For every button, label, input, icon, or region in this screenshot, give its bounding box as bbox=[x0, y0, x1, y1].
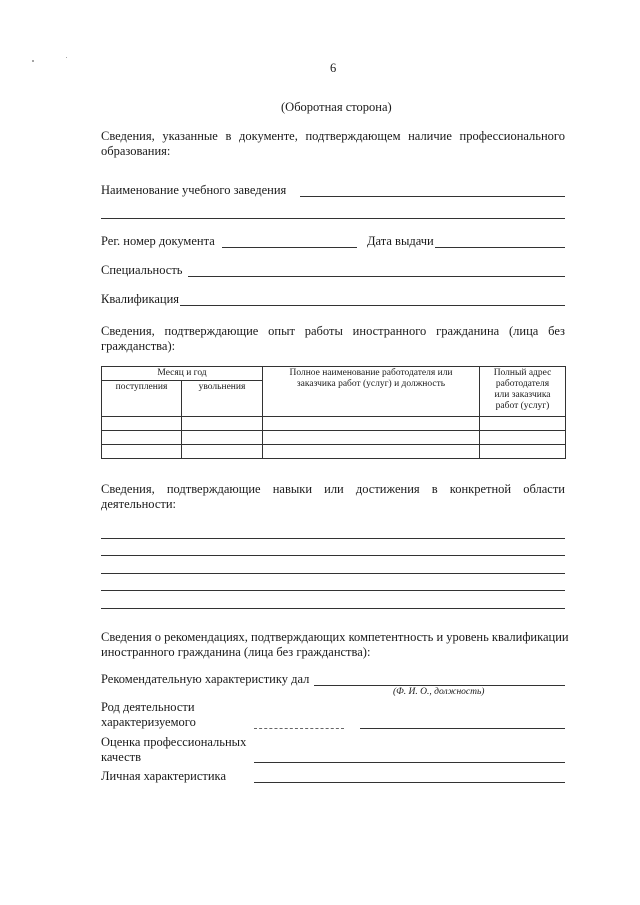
qualification-field[interactable] bbox=[180, 305, 565, 306]
institution-label: Наименование учебного заведения bbox=[101, 183, 287, 197]
scan-speck bbox=[66, 57, 67, 58]
recommendations-intro-line2: иностранного гражданина (лица без гражданства): bbox=[101, 645, 371, 659]
qualification-label: Квалификация bbox=[101, 292, 180, 306]
start-header: поступления bbox=[102, 381, 182, 417]
page-number: 6 bbox=[330, 61, 337, 75]
education-intro-line1: Сведения, указанные в документе, подтверждающем наличие профессионального bbox=[101, 129, 565, 143]
skills-field-line[interactable] bbox=[101, 538, 565, 539]
reg-number-label: Рег. номер документа bbox=[101, 234, 215, 248]
activity-label-line1: Род деятельности bbox=[101, 700, 195, 714]
skills-intro-line1: Сведения, подтверждающие навыки или достижения в конкретной области bbox=[101, 482, 565, 496]
given-by-field[interactable] bbox=[314, 685, 565, 686]
end-header: увольнения bbox=[182, 381, 263, 417]
professional-field[interactable] bbox=[254, 762, 565, 763]
institution-field[interactable] bbox=[300, 196, 565, 197]
personal-field[interactable] bbox=[254, 782, 565, 783]
fio-caption: (Ф. И. О., должность) bbox=[393, 687, 485, 697]
education-intro-line2: образования: bbox=[101, 144, 171, 158]
given-by-label: Рекомендательную характеристику дал bbox=[101, 672, 310, 686]
activity-label-line2: характеризуемого bbox=[101, 715, 196, 729]
table-row[interactable] bbox=[102, 417, 566, 431]
institution-field-continued[interactable] bbox=[101, 218, 565, 219]
skills-field-line[interactable] bbox=[101, 608, 565, 609]
professional-label-line2: качеств bbox=[101, 750, 141, 764]
specialty-field[interactable] bbox=[188, 276, 565, 277]
scan-speck bbox=[32, 60, 34, 62]
skills-field-line[interactable] bbox=[101, 555, 565, 556]
personal-label: Личная характеристика bbox=[101, 769, 226, 783]
specialty-label: Специальность bbox=[101, 263, 183, 277]
experience-intro-line2: гражданства): bbox=[101, 339, 176, 353]
address-header: Полный адрес работодателя или заказчика работ (услуг) bbox=[480, 367, 566, 417]
experience-intro-line1: Сведения, подтверждающие опыт работы иностранного гражданина (лица без bbox=[101, 324, 565, 338]
experience-table bbox=[101, 366, 566, 459]
issue-date-label: Дата выдачи bbox=[367, 234, 434, 248]
activity-field[interactable] bbox=[254, 728, 344, 729]
skills-field-line[interactable] bbox=[101, 573, 565, 574]
employer-header: Полное наименование работодателя или заказчика работ (услуг) и должность bbox=[263, 367, 480, 417]
side-label: (Оборотная сторона) bbox=[281, 100, 392, 114]
table-row[interactable] bbox=[102, 445, 566, 459]
skills-intro-line2: деятельности: bbox=[101, 497, 177, 511]
table-row[interactable] bbox=[102, 431, 566, 445]
issue-date-field[interactable] bbox=[435, 247, 565, 248]
skills-field-line[interactable] bbox=[101, 590, 565, 591]
reg-number-field[interactable] bbox=[222, 247, 357, 248]
month-year-header: Месяц и год bbox=[102, 367, 263, 381]
recommendations-intro-line1: Сведения о рекомендациях, подтверждающих компетентность и уровень квалификации bbox=[101, 630, 569, 644]
professional-label-line1: Оценка профессиональных bbox=[101, 735, 247, 749]
activity-field-continued[interactable] bbox=[360, 728, 565, 729]
